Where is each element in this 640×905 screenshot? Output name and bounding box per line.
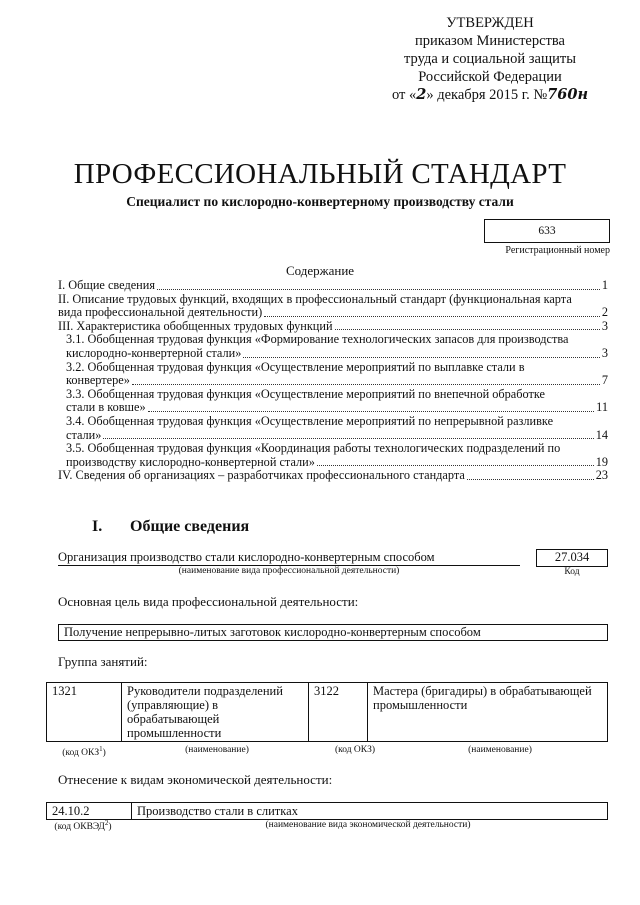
document-title: ПРОФЕССИОНАЛЬНЫЙ СТАНДАРТ <box>73 158 567 190</box>
okved-code: 24.10.2 <box>47 803 132 820</box>
occupation-group-label: Группа занятий: <box>58 654 148 669</box>
toc-item[interactable]: 3.2. Обобщенная трудовая функция «Осуществление мероприятий по выплавке стали в конвертере» 7 <box>66 359 608 388</box>
approval-date-line <box>380 86 600 104</box>
occupation-name-caption: (наименование) <box>185 745 249 755</box>
registration-number-box: 633 <box>484 219 610 243</box>
table-row <box>47 803 608 820</box>
document-subtitle: Специалист по кислородно-конвертерному производству стали <box>126 194 514 209</box>
okved-table <box>46 802 608 820</box>
toc-item[interactable]: 3.4. Обобщенная трудовая функция «Осуществление мероприятий по непрерывной разливке стали» 14 <box>66 413 608 442</box>
occupation-table <box>46 682 608 742</box>
approval-heading: УТВЕРЖДЕН <box>446 15 534 31</box>
occupation-name-caption: (наименование) <box>468 745 532 755</box>
activity-code-box: 27.034 <box>536 549 608 567</box>
activity-name-caption: (наименование вида профессиональной деятельности) <box>178 566 400 576</box>
okved-code-caption: (код ОКВЭД$^2$) <box>54 819 112 833</box>
toc-item[interactable]: IV. Сведения об организациях – разработчиках профессионального стандарта 23 <box>58 468 608 483</box>
section-title: Общие сведения <box>130 518 250 535</box>
section-number: I. <box>92 518 103 535</box>
occupation-name: Мастера (бригадиры) в обрабатывающей промышленности <box>368 683 608 742</box>
occupation-name: Руководители подразделений (управляющие) в обрабатывающей промышленности <box>122 683 309 742</box>
occupation-code: 3122 <box>309 683 368 742</box>
approval-line: Российской Федерации <box>418 69 562 85</box>
okved-name: Производство стали в слитках <box>132 803 608 820</box>
goal-label: Основная цель вида профессиональной деятельности: <box>58 594 359 609</box>
table-row <box>47 683 608 742</box>
occupation-code-caption: (код ОКЗ) <box>334 745 376 755</box>
activity-name-field: Организация производство стали кислородно-конвертерным способом <box>58 550 520 566</box>
toc-item[interactable]: II. Описание трудовых функций, входящих в профессиональный стандарт (функциональная карта вида профессиональной деятельности) 2 <box>58 291 608 320</box>
goal-box: Получение непрерывно-литых заготовок кислородно-конвертерным способом <box>58 624 608 641</box>
approval-line: труда и социальной защиты <box>404 51 576 67</box>
date-mid: » декабря 2015 г. № <box>426 87 548 103</box>
handwritten-day: 2 <box>416 86 427 103</box>
toc-item[interactable]: III. Характеристика обобщенных трудовых функций 3 <box>58 318 608 333</box>
economic-activity-label: Отнесение к видам экономической деятельности: <box>58 772 333 787</box>
approval-block <box>380 14 600 104</box>
table-of-contents <box>58 279 608 483</box>
okved-name-caption: (наименование вида экономической деятельности) <box>265 820 471 830</box>
section-heading <box>92 518 249 536</box>
contents-heading: Содержание <box>285 263 355 278</box>
occupation-code: 1321 <box>47 683 122 742</box>
date-prefix: от « <box>391 87 417 103</box>
toc-item[interactable]: 3.5. Обобщенная трудовая функция «Координация работы технологических подразделений по производству кислородно-конвертерной стали» 19 <box>66 441 608 469</box>
occupation-code-caption: (код ОКЗ$^1$) <box>62 745 106 759</box>
code-label: Код <box>564 567 580 577</box>
approval-line: приказом Министерства <box>415 33 565 49</box>
toc-item[interactable]: 3.1. Обобщенная трудовая функция «Формирование технологических запасов для производства кислородно-конвертерной стали» 3 <box>66 332 608 360</box>
handwritten-order-number: 760н <box>547 86 589 103</box>
registration-number-label: Регистрационный номер <box>505 245 610 256</box>
toc-item[interactable]: 3.3. Обобщенная трудовая функция «Осуществление мероприятий по внепечной обработке стали в ковше» 11 <box>66 386 608 415</box>
toc-item[interactable]: I. Общие сведения 1 <box>58 278 608 292</box>
